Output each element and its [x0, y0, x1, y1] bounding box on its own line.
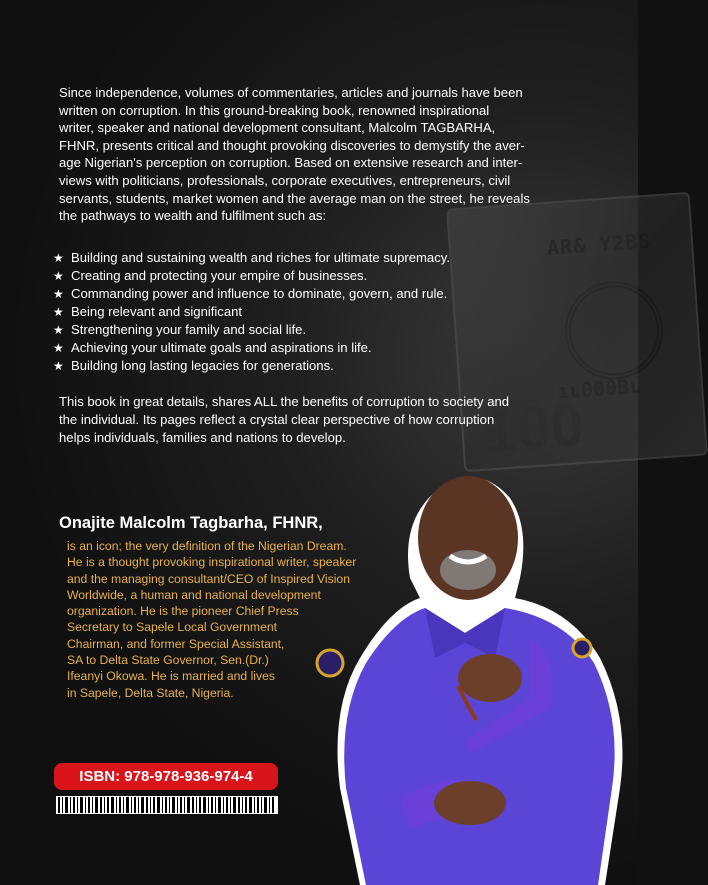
list-item-text: Achieving your ultimate goals and aspirations in life. — [71, 340, 372, 355]
blurb-line: views with politicians, professionals, corporate executives, entrepreneurs, civil — [59, 172, 511, 188]
author-bio — [67, 538, 403, 701]
benefits-list — [53, 249, 523, 375]
list-item-text: Building and sustaining wealth and riches for ultimate supremacy. — [71, 250, 450, 265]
bio-line: and the managing consultant/CEO of Inspired Vision — [67, 571, 350, 586]
banknote-number: ıʟ000Bʟ — [556, 373, 643, 404]
bio-line: in Sapele, Delta State, Nigeria. — [67, 685, 234, 700]
bio-line: SA to Delta State Governor, Sen.(Dr.) — [67, 653, 269, 668]
barcode-icon — [56, 796, 278, 814]
list-item — [53, 267, 523, 285]
closing-line: the individual. Its pages reflect a crystal clear perspective of how corruption — [59, 412, 495, 427]
blurb-line: servants, students, market women and the average man on the street, he reveals — [59, 190, 530, 206]
bio-line: He is a thought provoking inspirational writer, speaker — [67, 555, 357, 570]
closing-line: This book in great details, shares ALL the benefits of corruption to society and — [59, 394, 510, 409]
banknote-denomination: 100 — [481, 390, 586, 465]
star-bullet-icon: ★ — [53, 251, 64, 265]
bio-line: Chairman, and former Special Assistant, — [67, 636, 285, 651]
bio-line: Worldwide, a human and national development — [67, 587, 321, 602]
list-item-text: Commanding power and influence to dominate, govern, and rule. — [71, 286, 448, 301]
blurb-line: age Nigerian's perception on corruption. Based on extensive research and inter- — [59, 155, 523, 171]
star-bullet-icon: ★ — [53, 305, 64, 319]
blurb-line: Since independence, volumes of commentaries, articles and journals have been — [59, 85, 523, 100]
list-item-text: Creating and protecting your empire of businesses. — [71, 268, 368, 283]
list-item — [53, 249, 523, 267]
banknote-seal — [562, 278, 667, 383]
list-item — [53, 339, 523, 357]
banknote-serial: AR& Y2BS — [546, 228, 652, 260]
blurb-line: the pathways to wealth and fulfilment such as: — [59, 208, 327, 224]
star-bullet-icon: ★ — [53, 323, 64, 337]
bio-line: Secretary to Sapele Local Government — [67, 620, 278, 635]
author-name: Onajite Malcolm Tagbarha, FHNR, — [59, 514, 323, 532]
star-bullet-icon: ★ — [53, 287, 64, 301]
star-bullet-icon: ★ — [53, 359, 64, 373]
list-item — [53, 285, 523, 303]
list-item — [53, 303, 523, 321]
star-bullet-icon: ★ — [53, 269, 64, 283]
book-blurb — [59, 84, 578, 225]
list-item-text: Strengthening your family and social life. — [71, 322, 307, 337]
closing-paragraph — [59, 393, 578, 447]
closing-line: helps individuals, families and nations to develop. — [59, 430, 346, 445]
list-item-text: Being relevant and significant — [71, 304, 243, 319]
blurb-line: FHNR, presents critical and thought provoking discoveries to demystify the aver- — [59, 137, 525, 153]
bio-line: organization. He is the pioneer Chief Press — [67, 604, 299, 619]
list-item — [53, 321, 523, 339]
blurb-line: written on corruption. In this ground-breaking book, renowned inspirational — [59, 102, 490, 118]
list-item — [53, 357, 523, 375]
isbn-badge: ISBN: 978-978-936-974-4 — [54, 763, 278, 790]
list-item-text: Building long lasting legacies for generations. — [71, 358, 334, 373]
bio-line: Ifeanyi Okowa. He is married and lives — [67, 669, 275, 684]
blurb-line: writer, speaker and national development consultant, Malcolm TAGBARHA, — [59, 120, 496, 136]
star-bullet-icon: ★ — [53, 341, 64, 355]
bio-line: is an icon; the very definition of the Nigerian Dream. — [67, 539, 347, 553]
